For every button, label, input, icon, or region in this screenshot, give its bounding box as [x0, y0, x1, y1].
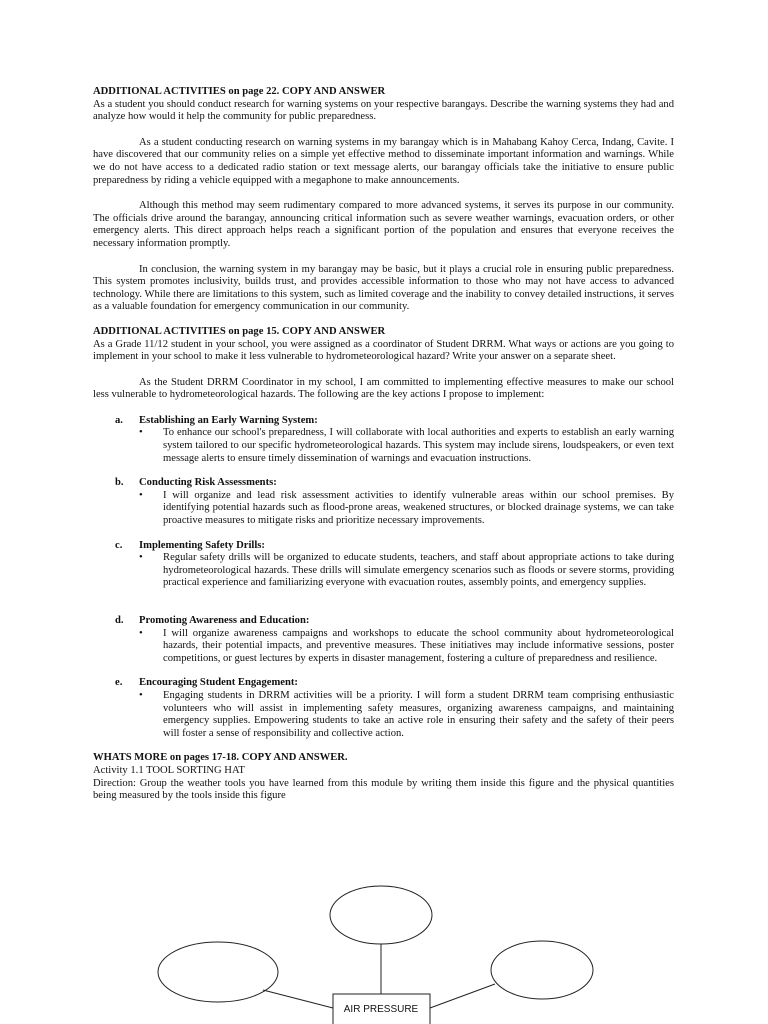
section1-paragraph: Although this method may seem rudimentary compared to more advanced systems, it serves its purpose in our community. The officials drive around the barangay, announcing critical information such as severe weather warnings, evacuation orders, or other emergency alerts. This direct approach helps reach a significant portion of the population and ensures that everyone receives the necessary information promptly.	[93, 200, 674, 249]
action-item-bullet	[93, 427, 674, 465]
action-item-heading	[93, 540, 674, 553]
document-body	[93, 86, 674, 803]
action-item-bullet	[93, 690, 674, 740]
action-item-text: I will organize awareness campaigns and workshops to educate the school community about hydrometeorological hazards, their potential impacts, and preventive measures. These initiatives may include informative sessions, poster competitions, or guest lectures by experts in disaster management, fostering a culture of preparedness and resilience.	[163, 627, 674, 664]
action-item-text: To enhance our school's preparedness, I will collaborate with local authorities and experts to establish an early warning system tailored to our specific hydrometeorological hazards. This system may include sirens, loudspeakers, or even text message alerts to ensure timely dissemination of warnings and evacuation instructions.	[163, 427, 674, 464]
diagram-center-label: AIR PRESSURE	[343, 1004, 419, 1015]
bullet-icon: •	[139, 627, 143, 639]
action-item-heading	[93, 677, 674, 690]
diagram-connector-left	[263, 990, 333, 1008]
action-item-text: I will organize and lead risk assessment activities to identify vulnerable areas within our school premises. By identifying potential hazards such as flood-prone areas, weakened structures, or blocked drainage systems, we can take proactive measures to mitigate risks and prioritize necessary improvements.	[163, 489, 674, 527]
diagram-figure	[0, 880, 768, 1024]
action-item-title: Encouraging Student Engagement:	[139, 677, 298, 689]
section3-heading: WHATS MORE on pages 17-18. COPY AND ANSWER.	[93, 752, 348, 764]
action-item-letter: e.	[115, 677, 123, 689]
bullet-icon: •	[139, 489, 143, 501]
action-item-text: Regular safety drills will be organized to educate students, teachers, and staff about appropriate actions to take during hydrometeorological hazards. These drills will simulate emergency scenarios such as floods or severe storms, providing practical experience and familiarizing everyone with evacuation routes, assembly points, and emergency supplies.	[163, 552, 674, 589]
action-item-title: Conducting Risk Assessments:	[139, 477, 277, 489]
action-item-title: Promoting Awareness and Education:	[139, 615, 310, 626]
section1-paragraph: As a student conducting research on warning systems in my barangay which is in Mahabang Kahoy Cerca, Indang, Cavite. I have discovered that our community relies on a simple yet effective method to disseminate important information and warnings. While we do not have access to a dedicated radio station or text message alerts, our barangay officials take the initiative to ensure public preparedness by riding a vehicle equipped with a megaphone to make announcements.	[93, 136, 674, 186]
action-item-letter: b.	[115, 477, 124, 489]
section1-heading: ADDITIONAL ACTIVITIES on page 22. COPY AND ANSWER	[93, 86, 386, 97]
activity-title: Activity 1.1 TOOL SORTING HAT	[93, 764, 245, 776]
action-item-letter: d.	[115, 615, 124, 626]
action-item-heading	[93, 415, 674, 428]
section1-paragraph: In conclusion, the warning system in my barangay may be basic, but it plays a crucial role in ensuring public preparedness. This system promotes inclusivity, builds trust, and provides accessible information to those who may not have access to advanced technology. While there are limitations to this system, such as limited coverage and the inability to convey detailed instructions, it serves as a valuable foundation for emergency communication in our community.	[93, 263, 674, 313]
section2-intro: As the Student DRRM Coordinator in my school, I am committed to implementing effective measures to make our school less vulnerable to hydrometeorological hazards. The following are the key actions I propose to implement:	[93, 376, 674, 401]
diagram-connector-right	[430, 984, 495, 1008]
action-item-bullet	[93, 490, 674, 528]
diagram-ellipse-right	[491, 941, 593, 999]
section1-prompt: As a student you should conduct research for warning systems on your respective barangays. Describe the warning systems they had and analyze how would it help the community for public preparedness.	[93, 98, 674, 123]
bullet-icon: •	[139, 427, 143, 439]
activity-direction: Direction: Group the weather tools you have learned from this module by writing them inside this figure and the physical quantities being measured by the tools inside this figure	[93, 777, 674, 802]
action-item-title: Implementing Safety Drills:	[139, 539, 265, 551]
action-list	[93, 415, 674, 740]
section2-prompt: As a Grade 11/12 student in your school, you were assigned as a coordinator of Student DRRM. What ways or actions are you going to implement in your school to make it less vulnerable to hydrometeorological hazard? Write your answer on a separate sheet.	[93, 338, 674, 363]
diagram-ellipse-top	[330, 886, 432, 944]
section2-heading: ADDITIONAL ACTIVITIES on page 15. COPY AND ANSWER	[93, 325, 386, 337]
action-item-text: Engaging students in DRRM activities will be a priority. I will form a student DRRM team comprising enthusiastic volunteers who will assist in implementing safety measures, organizing awareness campaigns, and maintaining emergency supplies. Empowering students to take an active role in ensuring their safety and the safety of their peers will foster a sense of responsibility and collective action.	[163, 689, 674, 739]
action-item-letter: c.	[115, 539, 123, 551]
action-item-bullet	[93, 552, 674, 590]
action-item-title: Establishing an Early Warning System:	[139, 414, 318, 426]
action-item-letter: a.	[115, 414, 123, 426]
bullet-icon: •	[139, 552, 143, 564]
tool-sorting-diagram	[0, 880, 768, 1024]
action-item-heading	[93, 615, 674, 628]
action-item-heading	[93, 477, 674, 490]
action-item-bullet	[93, 628, 674, 666]
bullet-icon: •	[139, 689, 143, 701]
diagram-ellipse-left	[158, 942, 278, 1002]
